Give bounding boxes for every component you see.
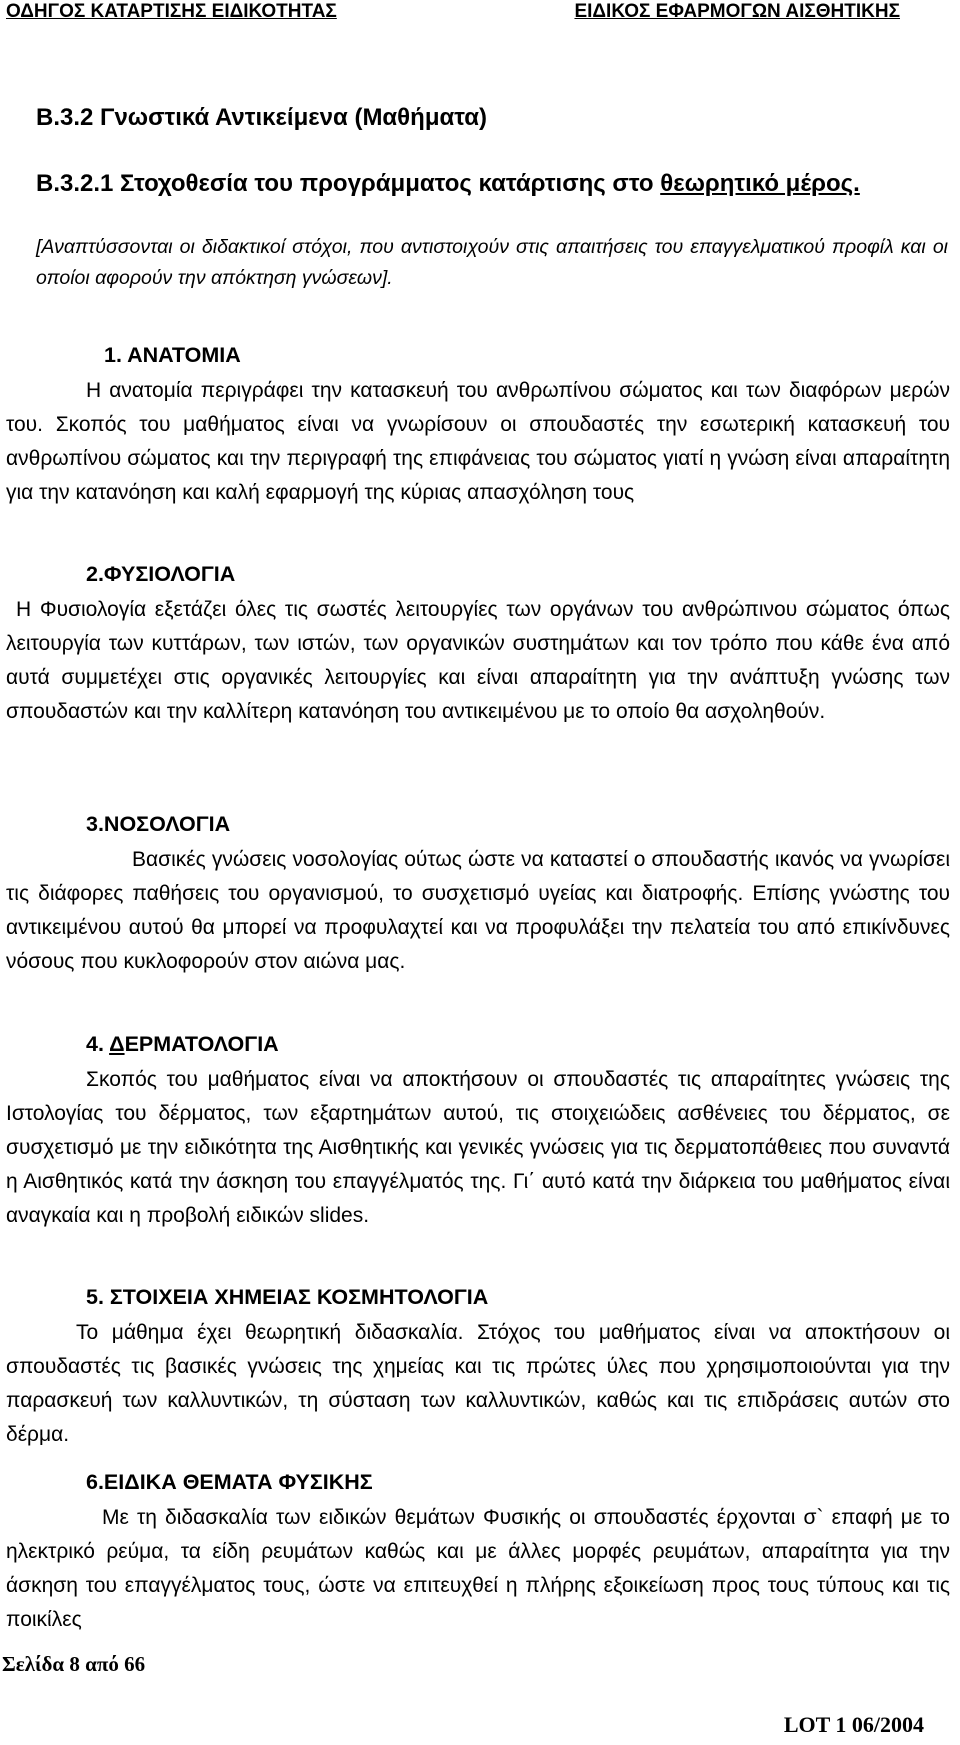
course-6-text: Με τη διδασκαλία των ειδικών θεμάτων Φυσικής οι σπουδαστές έρχονται σ` επαφή με το ηλεκτρικό ρεύμα, τα είδη ρευμάτων καθώς και με άλλες μορφές ρευμάτων, απαραίτητα για την άσκηση του επαγγέλματος τους, ώστε να επιτευχθεί η πλήρης εξοικείωση προς τους τύπους και τις ποικίλες [6,1506,950,1631]
course-4-title-prefix: 4. [86,1032,110,1056]
course-6-title: 6.ΕΙΔΙΚΑ ΘΕΜΑΤΑ ΦΥΣΙΚΗΣ [86,1470,373,1494]
course-4-title [86,1032,279,1057]
header-right-title: ΕΙΔΙΚΟΣ ΕΦΑΡΜΟΓΩΝ ΑΙΣΘΗΤΙΚΗΣ [574,1,900,22]
course-4-title-rest: ΕΡΜΑΤΟΛΟΓΙΑ [124,1032,279,1056]
course-4-text: Σκοπός του μαθήματος είναι να αποκτήσουν οι σπουδαστές τις απαραίτητες γνώσεις της Ιστολογίας του δέρματος, των εξαρτημάτων αυτού, τις στοιχειώδεις ασθένειες του δέρματος, σε συσχετισμό με την ειδικότητα της Αισθητικής και γενικές γνώσεις για τις δερματοπάθειες που συναντά η Αισθητικός κατά την άσκηση του επαγγέλματός της. Γι΄ αυτό κατά την διάρκεια του μαθήματος είναι αναγκαία και η προβολή ειδικών slides. [6,1068,950,1227]
course-1-title: 1. ΑΝΑΤΟΜΙΑ [104,343,241,367]
section-title: Β.3.2 Γνωστικά Αντικείμενα (Μαθήματα) [36,104,488,131]
course-5-title: 5. ΣΤΟΙΧΕΙΑ ΧΗΜΕΙΑΣ ΚΟΣΜΗΤΟΛΟΓΙΑ [86,1285,489,1309]
subsection-title-prefix: Β.3.2.1 Στοχοθεσία του προγράμματος κατάρτισης στο [36,170,661,197]
document-header [0,0,960,26]
course-3-text: Βασικές γνώσεις νοσολογίας ούτως ώστε να καταστεί ο σπουδαστής ικανός να γνωρίσει τις διάφορες παθήσεις του οργανισμού, το συσχετισμό υγείας και διατροφής. Επίσης γνώστης του αντικειμένου αυτού θα μπορεί να προφυλαχτεί και να προφυλάξει την πελατεία του από επικίνδυνες νόσους που κυκλοφορούν στον αιώνα μας. [6,848,950,973]
lot-reference: LOT 1 06/2004 [783,1712,924,1737]
course-2-title: 2.ΦΥΣΙΟΛΟΓΙΑ [86,562,236,586]
page-number: Σελίδα 8 από 66 [2,1652,146,1676]
course-2-text: Η Φυσιολογία εξετάζει όλες τις σωστές λειτουργίες των οργάνων του ανθρώπινου σώματος όπως λειτουργία των κυττάρων, των ιστών, των οργανικών συστημάτων και τον τρόπο που κάθε ένα από αυτά συμμετέχει στις οργανικές λειτουργίες και είναι απαραίτητη για την ανάπτυξη γνώσης των σπουδαστών και την καλλίτερη κατανόηση του αντικειμένου με το οποίο θα ασχοληθούν. [6,598,950,723]
course-1-text: Η ανατομία περιγράφει την κατασκευή του ανθρωπίνου σώματος και των διαφόρων μερών του. Σκοπός του μαθήματος είναι να γνωρίσουν οι σπουδαστές την εσωτερική κατασκευή του ανθρωπίνου σώματος και την περιγραφή της επιφάνειας του σώματος γιατί η γνώση είναι απαραίτητη για την κατανόηση και καλή εφαρμογή της κύριας απασχόληση τους [6,379,950,504]
header-left-title: ΟΔΗΓΟΣ ΚΑΤΑΡΤΙΣΗΣ ΕΙΔΙΚΟΤΗΤΑΣ [6,1,337,22]
intro-note: [Αναπτύσσονται οι διδακτικοί στόχοι, που αντιστοιχούν στις απαιτήσεις του επαγγελματικού προφίλ και οι οποίοι αφορούν την απόκτηση γνώσεων]. [36,236,948,289]
course-5-text: Το μάθημα έχει θεωρητική διδασκαλία. Στόχος του μαθήματος είναι να αποκτήσουν οι σπουδαστές τις βασικές γνώσεις της χημείας και τις πρώτες ύλες που χρησιμοποιούνται για την παρασκευή των καλλυντικών, τη σύσταση των καλλυντικών, καθώς και τις επιδράσεις αυτών στο δέρμα. [6,1321,950,1446]
subsection-title [36,170,948,198]
course-4-title-underlined: Δ [109,1032,125,1056]
course-3-title: 3.ΝΟΣΟΛΟΓΙΑ [86,812,231,836]
subsection-title-underlined: θεωρητικό μέρος. [660,170,860,197]
